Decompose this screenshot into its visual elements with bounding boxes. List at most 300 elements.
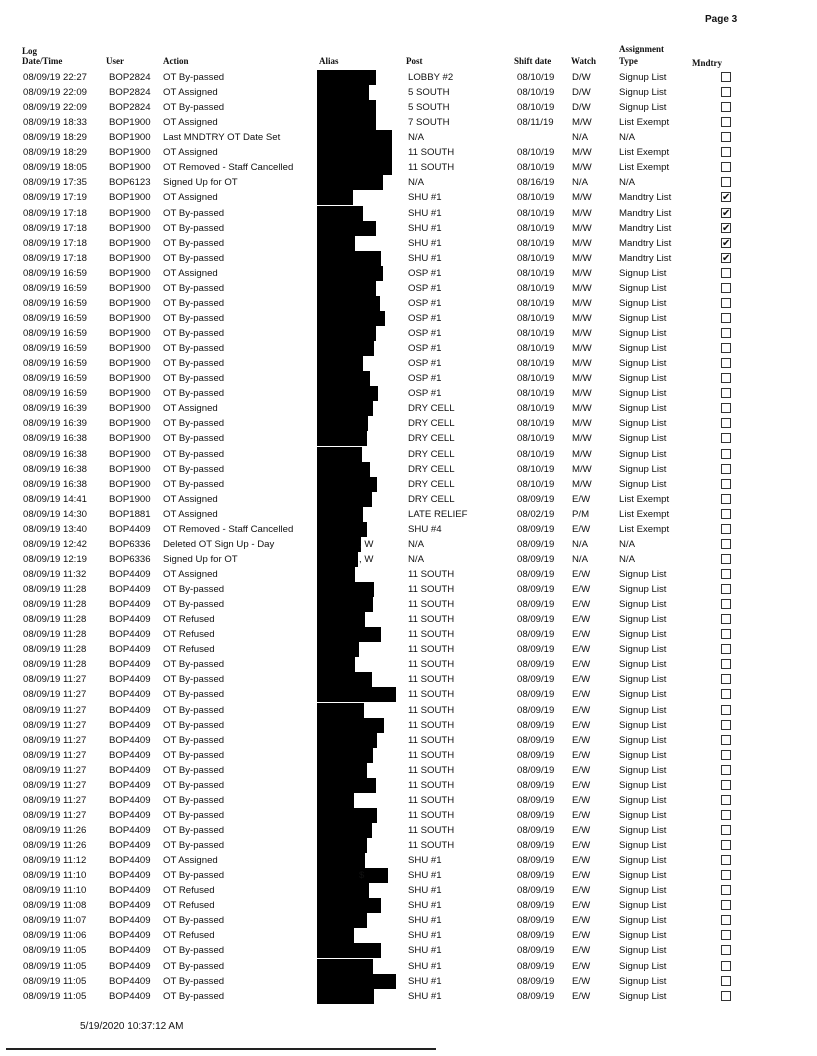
cell-post: DRY CELL	[408, 403, 455, 415]
cell-post: 11 SOUTH	[408, 779, 455, 791]
mndtry-checkbox[interactable]	[721, 87, 731, 97]
mndtry-checkbox[interactable]: ✔	[722, 207, 731, 219]
mndtry-checkbox[interactable]	[721, 418, 731, 428]
cell-user: BOP4409	[109, 825, 151, 836]
mndtry-checkbox[interactable]	[721, 494, 731, 504]
cell-shift-date: 08/09/19	[517, 930, 555, 942]
cell-alias-suffix: , W	[359, 538, 374, 550]
cell-post: SHU #1	[408, 945, 442, 957]
mndtry-checkbox[interactable]	[721, 629, 731, 639]
cell-action: OT By-passed	[163, 689, 225, 701]
cell-user: BOP2824	[109, 87, 151, 99]
mndtry-checkbox[interactable]: ✔	[722, 192, 731, 204]
alias-redaction	[317, 793, 354, 808]
cell-watch: N/A	[572, 538, 588, 550]
cell-assignment-type: Signup List	[619, 282, 667, 294]
mndtry-checkbox[interactable]	[721, 433, 731, 443]
cell-assignment-type: Signup List	[619, 72, 667, 83]
cell-shift-date: 08/09/19	[517, 900, 555, 912]
table-row	[0, 281, 817, 296]
cell-user: BOP4409	[109, 644, 151, 656]
cell-datetime: 08/09/19 11:07	[23, 915, 87, 927]
cell-post: 11 SOUTH	[408, 704, 455, 716]
cell-action: OT Refused	[163, 629, 215, 641]
mndtry-checkbox[interactable]	[721, 539, 731, 549]
cell-post: OSP #1	[408, 388, 442, 400]
table-row	[0, 838, 817, 853]
cell-action: OT Assigned	[163, 568, 218, 580]
table-row	[0, 160, 817, 175]
cell-assignment-type: Signup List	[619, 809, 667, 821]
cell-post: LOBBY #2	[408, 72, 454, 83]
mndtry-checkbox[interactable]	[721, 328, 731, 338]
table-row	[0, 447, 817, 462]
alias-redaction	[317, 401, 373, 416]
cell-assignment-type: Signup List	[619, 388, 667, 400]
cell-shift-date: 08/09/19	[517, 599, 555, 611]
cell-assignment-type: Signup List	[619, 418, 667, 430]
table-row	[0, 883, 817, 898]
mndtry-checkbox[interactable]	[721, 298, 731, 308]
mndtry-checkbox[interactable]	[721, 735, 731, 745]
cell-action: Signed Up for OT	[163, 177, 238, 189]
cell-action: OT By-passed	[163, 599, 225, 611]
cell-assignment-type: Signup List	[619, 930, 667, 942]
cell-action: OT By-passed	[163, 252, 225, 264]
cell-assignment-type: Signup List	[619, 764, 667, 776]
alias-redaction	[317, 733, 377, 748]
cell-datetime: 08/09/19 16:59	[23, 282, 88, 294]
cell-watch: M/W	[572, 312, 592, 324]
table-row	[0, 959, 817, 974]
mndtry-checkbox[interactable]	[721, 479, 731, 489]
mndtry-checkbox[interactable]: ✔	[722, 237, 731, 249]
cell-user: BOP1900	[109, 297, 151, 309]
table-row	[0, 371, 817, 386]
cell-watch: E/W	[572, 629, 591, 641]
cell-datetime: 08/09/19 14:41	[23, 493, 88, 505]
cell-user: BOP4409	[109, 659, 151, 671]
cell-assignment-type: Signup List	[619, 674, 667, 686]
cell-assignment-type: Signup List	[619, 915, 667, 927]
col-type-label: Type	[619, 56, 638, 66]
cell-shift-date: 08/10/19	[517, 87, 555, 99]
cell-action: OT By-passed	[163, 328, 225, 340]
alias-redaction	[317, 718, 384, 733]
alias-redaction	[317, 898, 381, 913]
mndtry-checkbox[interactable]	[721, 509, 731, 519]
cell-post: OSP #1	[408, 267, 442, 279]
alias-redaction	[317, 687, 396, 702]
table-row	[0, 853, 817, 868]
cell-action: OT Assigned	[163, 117, 218, 129]
cell-datetime: 08/09/19 16:59	[23, 297, 88, 309]
alias-redaction	[317, 447, 362, 462]
cell-assignment-type: N/A	[619, 553, 635, 565]
cell-post: OSP #1	[408, 343, 442, 355]
table-row	[0, 778, 817, 793]
cell-post: LATE RELIEF	[408, 508, 468, 520]
cell-action: OT By-passed	[163, 207, 225, 219]
alias-redaction	[317, 642, 359, 657]
cell-action: OT By-passed	[163, 418, 225, 430]
cell-datetime: 08/09/19 11:28	[23, 584, 87, 596]
mndtry-checkbox[interactable]	[721, 674, 731, 684]
mndtry-checkbox[interactable]	[721, 102, 731, 112]
cell-watch: M/W	[572, 388, 592, 400]
table-row	[0, 356, 817, 371]
cell-action: OT By-passed	[163, 72, 225, 83]
mndtry-checkbox[interactable]	[721, 930, 731, 940]
cell-datetime: 08/09/19 11:08	[23, 900, 87, 912]
cell-assignment-type: N/A	[619, 177, 635, 189]
cell-watch: E/W	[572, 960, 591, 972]
cell-user: BOP4409	[109, 900, 151, 912]
cell-assignment-type: Signup List	[619, 599, 667, 611]
cell-watch: E/W	[572, 764, 591, 776]
alias-redaction	[317, 145, 392, 160]
cell-action: OT By-passed	[163, 870, 225, 882]
col-shift-date-label: Shift date	[514, 56, 552, 66]
mndtry-checkbox[interactable]	[721, 961, 731, 971]
alias-redaction	[317, 672, 372, 687]
cell-datetime: 08/09/19 11:27	[23, 734, 87, 746]
mndtry-checkbox[interactable]	[721, 177, 731, 187]
mndtry-checkbox[interactable]	[721, 117, 731, 127]
cell-shift-date: 08/10/19	[517, 343, 555, 355]
table-row	[0, 492, 817, 507]
table-row	[0, 462, 817, 477]
alias-redaction	[317, 477, 377, 492]
cell-watch: E/W	[572, 870, 591, 882]
cell-post: SHU #1	[408, 252, 442, 264]
table-row	[0, 943, 817, 958]
mndtry-checkbox[interactable]	[721, 795, 731, 805]
mndtry-checkbox[interactable]	[721, 584, 731, 594]
cell-shift-date: 08/09/19	[517, 689, 555, 701]
cell-shift-date: 08/09/19	[517, 704, 555, 716]
mndtry-checkbox[interactable]	[721, 147, 731, 157]
col-assignment-label: Assignment	[619, 44, 665, 54]
cell-datetime: 08/09/19 11:28	[23, 629, 87, 641]
cell-user: BOP4409	[109, 779, 151, 791]
table-row	[0, 266, 817, 281]
mndtry-checkbox[interactable]	[721, 810, 731, 820]
print-timestamp: 5/19/2020 10:37:12 AM	[80, 1021, 184, 1032]
cell-assignment-type: Signup List	[619, 343, 667, 355]
cell-user: BOP1900	[109, 222, 151, 234]
alias-redaction	[317, 190, 353, 205]
cell-assignment-type: Mandtry List	[619, 207, 672, 219]
mndtry-checkbox[interactable]	[721, 569, 731, 579]
cell-shift-date: 08/09/19	[517, 568, 555, 580]
cell-datetime: 08/09/19 16:59	[23, 312, 88, 324]
cell-action: OT By-passed	[163, 584, 225, 596]
cell-alias-suffix: , W	[359, 553, 374, 565]
cell-user: BOP4409	[109, 960, 151, 972]
cell-action: OT By-passed	[163, 749, 225, 761]
mndtry-checkbox[interactable]	[721, 268, 731, 278]
mndtry-checkbox[interactable]	[721, 705, 731, 715]
cell-watch: M/W	[572, 147, 592, 159]
col-datetime-label: Date/Time	[22, 56, 63, 66]
mndtry-checkbox[interactable]	[721, 554, 731, 564]
mndtry-checkbox[interactable]	[721, 689, 731, 699]
mndtry-checkbox[interactable]	[721, 840, 731, 850]
cell-action: OT By-passed	[163, 960, 225, 972]
table-row	[0, 251, 817, 266]
cell-post: 11 SOUTH	[408, 689, 455, 701]
mndtry-checkbox[interactable]	[721, 750, 731, 760]
table-row	[0, 130, 817, 145]
mndtry-checkbox[interactable]	[721, 524, 731, 534]
mndtry-checkbox[interactable]	[721, 449, 731, 459]
cell-shift-date: 08/10/19	[517, 448, 555, 460]
mndtry-checkbox[interactable]	[721, 614, 731, 624]
mndtry-checkbox[interactable]: ✔	[722, 252, 731, 264]
cell-action: OT Assigned	[163, 192, 218, 204]
mndtry-checkbox[interactable]	[721, 991, 731, 1001]
cell-post: 11 SOUTH	[408, 614, 455, 626]
cell-assignment-type: Signup List	[619, 433, 667, 445]
cell-assignment-type: Signup List	[619, 840, 667, 852]
mndtry-checkbox[interactable]	[721, 72, 731, 82]
alias-redaction	[317, 341, 374, 356]
cell-post: DRY CELL	[408, 418, 455, 430]
cell-user: BOP1900	[109, 433, 151, 445]
cell-assignment-type: Signup List	[619, 960, 667, 972]
mndtry-checkbox[interactable]	[721, 855, 731, 865]
cell-user: BOP1900	[109, 237, 151, 249]
cell-watch: E/W	[572, 719, 591, 731]
cell-watch: M/W	[572, 433, 592, 445]
cell-post: 5 SOUTH	[408, 102, 450, 114]
table-row	[0, 868, 817, 883]
cell-action: OT By-passed	[163, 945, 225, 957]
mndtry-checkbox[interactable]	[721, 599, 731, 609]
cell-post: 11 SOUTH	[408, 794, 455, 806]
alias-redaction	[317, 778, 376, 793]
cell-watch: M/W	[572, 373, 592, 385]
cell-watch: E/W	[572, 568, 591, 580]
mndtry-checkbox[interactable]	[721, 945, 731, 955]
cell-action: OT Assigned	[163, 493, 218, 505]
cell-watch: E/W	[572, 915, 591, 927]
cell-action: OT By-passed	[163, 659, 225, 671]
cell-datetime: 08/09/19 16:38	[23, 478, 88, 490]
mndtry-checkbox[interactable]	[721, 765, 731, 775]
cell-user: BOP1900	[109, 343, 151, 355]
cell-watch: E/W	[572, 689, 591, 701]
cell-datetime: 08/09/19 18:29	[23, 147, 88, 159]
cell-post: DRY CELL	[408, 478, 455, 490]
mndtry-checkbox[interactable]	[721, 403, 731, 413]
cell-datetime: 08/09/19 11:27	[23, 779, 87, 791]
cell-shift-date: 08/09/19	[517, 945, 555, 957]
mndtry-checkbox[interactable]	[721, 885, 731, 895]
cell-action: OT Assigned	[163, 403, 218, 415]
cell-watch: M/W	[572, 297, 592, 309]
table-row	[0, 206, 817, 221]
alias-redaction	[317, 356, 363, 371]
alias-redaction	[317, 236, 355, 251]
cell-post: SHU #1	[408, 975, 442, 987]
mndtry-checkbox[interactable]	[721, 358, 731, 368]
cell-datetime: 08/09/19 17:19	[23, 192, 88, 204]
table-row	[0, 657, 817, 672]
cell-action: OT By-passed	[163, 794, 225, 806]
mndtry-checkbox[interactable]	[721, 388, 731, 398]
cell-watch: M/W	[572, 328, 592, 340]
cell-assignment-type: N/A	[619, 132, 635, 144]
cell-watch: E/W	[572, 779, 591, 791]
cell-shift-date: 08/09/19	[517, 523, 555, 535]
cell-shift-date: 08/10/19	[517, 328, 555, 340]
cell-datetime: 08/09/19 13:40	[23, 523, 88, 535]
cell-watch: M/W	[572, 117, 592, 129]
cell-user: BOP1900	[109, 147, 151, 159]
alias-redaction	[317, 928, 354, 943]
mndtry-checkbox[interactable]	[721, 780, 731, 790]
cell-shift-date: 08/09/19	[517, 584, 555, 596]
cell-datetime: 08/09/19 11:26	[23, 840, 87, 852]
cell-user: BOP1900	[109, 448, 151, 460]
cell-datetime: 08/09/19 17:18	[23, 252, 88, 264]
cell-user: BOP1900	[109, 373, 151, 385]
alias-redaction	[317, 808, 377, 823]
cell-assignment-type: List Exempt	[619, 162, 670, 174]
cell-post: 11 SOUTH	[408, 147, 455, 159]
cell-post: SHU #1	[408, 915, 442, 927]
alias-redaction	[317, 959, 373, 974]
mndtry-checkbox[interactable]	[721, 132, 731, 142]
cell-action: OT By-passed	[163, 704, 225, 716]
cell-shift-date: 08/10/19	[517, 358, 555, 370]
alias-redaction	[317, 206, 363, 221]
cell-assignment-type: Signup List	[619, 584, 667, 596]
cell-action: OT By-passed	[163, 719, 225, 731]
cell-user: BOP6336	[109, 553, 151, 565]
cell-post: SHU #1	[408, 222, 442, 234]
mndtry-checkbox[interactable]	[721, 720, 731, 730]
cell-post: 11 SOUTH	[408, 809, 455, 821]
cell-assignment-type: Signup List	[619, 463, 667, 475]
alias-redaction	[317, 989, 374, 1004]
cell-user: BOP4409	[109, 734, 151, 746]
cell-watch: E/W	[572, 659, 591, 671]
cell-watch: M/W	[572, 162, 592, 174]
table-row	[0, 190, 817, 205]
table-row	[0, 627, 817, 642]
alias-redaction	[317, 100, 376, 115]
cell-assignment-type: Signup List	[619, 719, 667, 731]
cell-watch: M/W	[572, 463, 592, 475]
mndtry-checkbox[interactable]	[721, 659, 731, 669]
mndtry-checkbox[interactable]	[721, 900, 731, 910]
alias-redaction	[317, 115, 376, 130]
table-row	[0, 401, 817, 416]
cell-post: 11 SOUTH	[408, 162, 455, 174]
cell-shift-date: 08/09/19	[517, 764, 555, 776]
cell-post: N/A	[408, 553, 424, 565]
alias-redaction	[317, 657, 355, 672]
alias-redaction	[317, 748, 373, 763]
cell-post: N/A	[408, 177, 424, 189]
cell-user: BOP4409	[109, 674, 151, 686]
cell-user: BOP1900	[109, 463, 151, 475]
mndtry-checkbox[interactable]	[721, 464, 731, 474]
cell-watch: E/W	[572, 930, 591, 942]
cell-shift-date: 08/11/19	[517, 117, 554, 129]
cell-post: SHU #4	[408, 523, 442, 535]
cell-user: BOP4409	[109, 945, 151, 957]
cell-action: OT By-passed	[163, 915, 225, 927]
table-row	[0, 763, 817, 778]
alias-redaction	[317, 266, 383, 281]
cell-watch: N/A	[572, 553, 588, 565]
mndtry-checkbox[interactable]	[721, 283, 731, 293]
table-row	[0, 175, 817, 190]
cell-watch: M/W	[572, 418, 592, 430]
cell-assignment-type: Signup List	[619, 704, 667, 716]
cell-datetime: 08/09/19 11:27	[23, 674, 87, 686]
mndtry-checkbox[interactable]	[721, 343, 731, 353]
col-action-label: Action	[163, 56, 189, 66]
mndtry-checkbox[interactable]	[721, 313, 731, 323]
cell-watch: D/W	[572, 102, 591, 114]
mndtry-checkbox[interactable]	[721, 870, 731, 880]
cell-assignment-type: Signup List	[619, 478, 667, 490]
cell-post: DRY CELL	[408, 448, 455, 460]
mndtry-checkbox[interactable]	[721, 976, 731, 986]
mndtry-checkbox[interactable]	[721, 825, 731, 835]
cell-datetime: 08/09/19 18:33	[23, 117, 88, 129]
cell-watch: M/W	[572, 403, 592, 415]
cell-watch: E/W	[572, 945, 591, 957]
cell-user: BOP4409	[109, 915, 151, 927]
cell-assignment-type: Signup List	[619, 373, 667, 385]
mndtry-checkbox[interactable]	[721, 373, 731, 383]
table-row	[0, 326, 817, 341]
cell-datetime: 08/09/19 16:59	[23, 388, 88, 400]
cell-datetime: 08/09/19 11:27	[23, 689, 87, 701]
cell-assignment-type: List Exempt	[619, 493, 670, 505]
table-row	[0, 672, 817, 687]
cell-assignment-type: Signup List	[619, 870, 667, 882]
mndtry-checkbox[interactable]	[721, 915, 731, 925]
cell-shift-date: 08/09/19	[517, 749, 555, 761]
cell-action: OT By-passed	[163, 478, 225, 490]
cell-action: Signed Up for OT	[163, 553, 238, 565]
cell-post: 11 SOUTH	[408, 599, 455, 611]
mndtry-checkbox[interactable]	[721, 644, 731, 654]
alias-redaction	[317, 943, 381, 958]
cell-assignment-type: Signup List	[619, 644, 667, 656]
cell-datetime: 08/09/19 12:42	[23, 538, 88, 550]
cell-user: BOP1900	[109, 207, 151, 219]
mndtry-checkbox[interactable]	[721, 162, 731, 172]
cell-post: OSP #1	[408, 282, 442, 294]
alias-redaction	[317, 416, 368, 431]
cell-datetime: 08/09/19 16:39	[23, 418, 88, 430]
cell-action: OT Assigned	[163, 508, 218, 520]
table-row	[0, 718, 817, 733]
cell-datetime: 08/09/19 11:10	[23, 885, 87, 897]
mndtry-checkbox[interactable]: ✔	[722, 222, 731, 234]
cell-action: OT Refused	[163, 900, 215, 912]
cell-user: BOP4409	[109, 719, 151, 731]
cell-user: BOP4409	[109, 855, 151, 867]
